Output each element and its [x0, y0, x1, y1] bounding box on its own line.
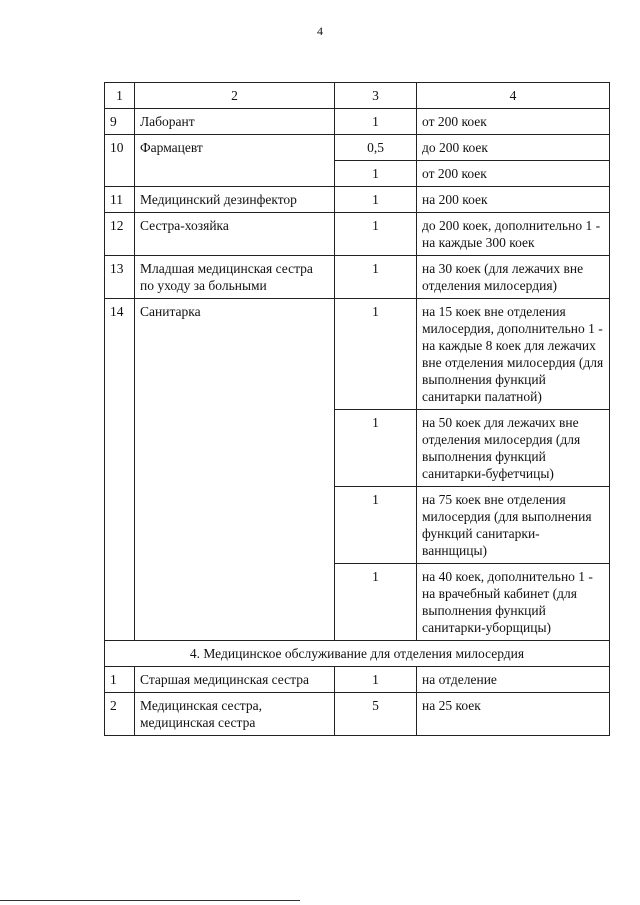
header-col-1: 1 — [105, 83, 135, 109]
position-title: Старшая медицинская сестра — [135, 667, 335, 693]
table-row — [105, 299, 610, 410]
staffing-norm: на отделение — [417, 667, 610, 693]
row-number: 10 — [105, 135, 135, 187]
table-row — [105, 187, 610, 213]
staffing-norm: на 15 коек вне отделения милосердия, дополнительно 1 - на каждые 8 коек для лежачих вне отделения милосердия (для выполнения функций санитарки палатной) — [417, 299, 610, 410]
staff-count: 1 — [335, 161, 417, 187]
row-number: 11 — [105, 187, 135, 213]
staff-count: 1 — [335, 256, 417, 299]
table-row — [105, 256, 610, 299]
position-title: Младшая медицинская сестра по уходу за больными — [135, 256, 335, 299]
staff-count: 1 — [335, 667, 417, 693]
row-number: 13 — [105, 256, 135, 299]
table-row — [105, 213, 610, 256]
table-header-row — [105, 83, 610, 109]
row-number: 9 — [105, 109, 135, 135]
staff-count: 0,5 — [335, 135, 417, 161]
staffing-norm: на 200 коек — [417, 187, 610, 213]
staffing-norm: на 40 коек, дополнительно 1 - на врачебный кабинет (для выполнения функций санитарки-уборщицы) — [417, 564, 610, 641]
staffing-table — [104, 82, 610, 736]
position-title: Лаборант — [135, 109, 335, 135]
row-number: 12 — [105, 213, 135, 256]
staffing-norm: от 200 коек — [417, 161, 610, 187]
table-row — [105, 109, 610, 135]
position-title: Санитарка — [135, 299, 335, 641]
position-title: Сестра-хозяйка — [135, 213, 335, 256]
staffing-norm: на 75 коек вне отделения милосердия (для выполнения функций санитарки-ваннщицы) — [417, 487, 610, 564]
page-number: 4 — [317, 24, 323, 38]
staff-count: 1 — [335, 109, 417, 135]
row-number: 14 — [105, 299, 135, 641]
staff-count: 5 — [335, 693, 417, 736]
table-row — [105, 667, 610, 693]
header-col-2: 2 — [135, 83, 335, 109]
row-number: 1 — [105, 667, 135, 693]
table-row — [105, 135, 610, 161]
staffing-norm: до 200 коек — [417, 135, 610, 161]
staff-count: 1 — [335, 187, 417, 213]
staffing-norm: от 200 коек — [417, 109, 610, 135]
staff-count: 1 — [335, 487, 417, 564]
position-title: Фармацевт — [135, 135, 335, 187]
staff-count: 1 — [335, 564, 417, 641]
position-title: Медицинский дезинфектор — [135, 187, 335, 213]
section-title: 4. Медицинское обслуживание для отделения милосердия — [105, 641, 610, 667]
section-heading-row — [105, 641, 610, 667]
position-title: Медицинская сестра, медицинская сестра — [135, 693, 335, 736]
row-number: 2 — [105, 693, 135, 736]
staffing-norm: на 50 коек для лежачих вне отделения милосердия (для выполнения функций санитарки-буфетчицы) — [417, 410, 610, 487]
staff-count: 1 — [335, 213, 417, 256]
header-col-4: 4 — [417, 83, 610, 109]
staffing-norm: на 25 коек — [417, 693, 610, 736]
staffing-norm: на 30 коек (для лежачих вне отделения милосердия) — [417, 256, 610, 299]
staffing-norm: до 200 коек, дополнительно 1 - на каждые 300 коек — [417, 213, 610, 256]
staff-count: 1 — [335, 410, 417, 487]
staff-count: 1 — [335, 299, 417, 410]
footer-divider — [0, 900, 300, 901]
header-col-3: 3 — [335, 83, 417, 109]
table-row — [105, 693, 610, 736]
